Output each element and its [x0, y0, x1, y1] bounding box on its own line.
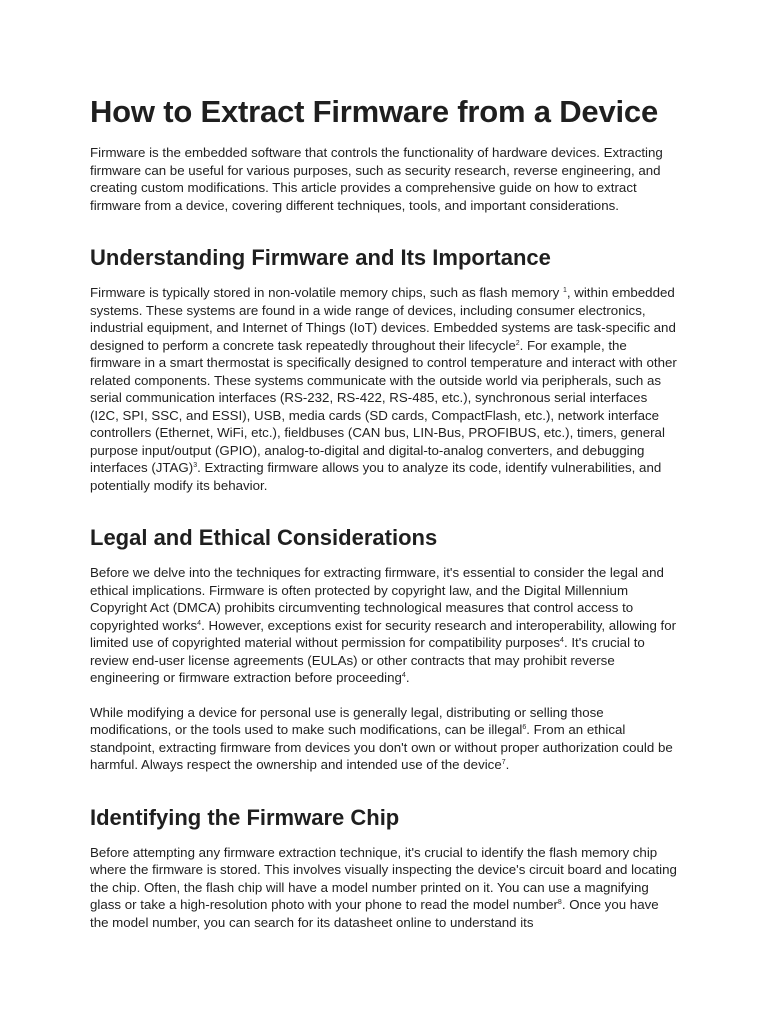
text-run: , within embedded systems. These systems are found in a wide range of devices, including consumer electronics, industrial equipment, and Internet of Things (IoT) devices. Embedded systems are task-specific and designed to perform a concrete task repeatedly throughout their lifecycle	[90, 285, 676, 353]
text-run: . However, exceptions exist for security research and interoperability, allowing for limited use of copyrighted material without permission for compatibility purposes	[90, 617, 677, 650]
footnote-ref: 4	[560, 637, 564, 644]
footnote-ref: 7	[501, 759, 506, 766]
understanding-firmware-paragraph	[90, 284, 678, 494]
footnote-ref: 1	[562, 287, 567, 294]
text-run: . For example, the firmware in a smart thermostat is specifically designed to control temperature and interact with other related components. These systems communicate with the outside world via peripherals, such as serial communication interfaces (RS-232, RS-422, RS-485, etc.), synchronous serial interfaces (I2C, SPI, SSC, and ESSI), USB, media cards (SD cards, CompactFlash, etc.), network interface controllers (Ethernet, WiFi, etc.), fieldbuses (CAN bus, LIN-Bus, PROFIBUS, etc.), timers, general purpose input/output (GPIO), analog-to-digital and digital-to-analog converters, and debugging interfaces (JTAG)	[90, 337, 677, 475]
text-run: While modifying a device for personal use is generally legal, distributing or selling those modifications, or the tools used to make such modifications, can be illegal	[90, 704, 604, 737]
text-run: . Extracting firmware allows you to analyze its code, identify vulnerabilities, and potentially modify its behavior.	[90, 460, 662, 493]
footnote-ref: 6	[522, 724, 527, 731]
footnote-ref: 4	[197, 619, 202, 627]
text-run: Firmware is typically stored in non-volatile memory chips, such as flash memory	[90, 285, 563, 300]
legal-ethical-paragraph-2	[90, 704, 678, 774]
section-heading-legal-ethical: Legal and Ethical Considerations	[90, 525, 438, 550]
legal-ethical-paragraph-1	[90, 564, 678, 687]
footnote-ref: 3	[193, 462, 198, 469]
section-heading-identifying-chip: Identifying the Firmware Chip	[90, 804, 400, 830]
text-run: .	[405, 670, 410, 685]
identifying-chip-paragraph	[90, 844, 678, 932]
text-run: . From an ethical standpoint, extracting firmware from devices you don't own or without proper authorization could be harmful. Always respect the ownership and intended use of the device	[90, 722, 673, 772]
text-run: Before attempting any firmware extraction technique, it's crucial to identify the flash memory chip where the firmware is stored. This involves visually inspecting the device's circuit board and locating the chip. Often, the flash chip will have a model number printed on it. You can use a magnifying glass or take a high-resolution photo with your phone to read the model number	[90, 844, 677, 912]
footnote-ref: 4	[401, 672, 406, 679]
text-run: .	[505, 757, 510, 772]
page-title: How to Extract Firmware from a Device	[90, 94, 659, 129]
section-heading-understanding-firmware: Understanding Firmware and Its Importance	[90, 245, 551, 270]
text-run: . Once you have the model number, you can search for its datasheet online to understand its	[90, 897, 659, 930]
footnote-ref: 8	[557, 899, 562, 906]
text-run: . It's crucial to review end-user license agreements (EULAs) or other contracts that may prohibit reverse engineering or firmware extraction before proceeding	[90, 635, 645, 685]
intro-paragraph: Firmware is the embedded software that controls the functionality of hardware devices. Extracting firmware can be useful for various purposes, such as security research, reverse engineering, and creating custom modifications. This article provides a comprehensive guide on how to extract firmware from a device, covering different techniques, tools, and important considerations.	[90, 145, 663, 213]
text-run: Before we delve into the techniques for extracting firmware, it's essential to consider the legal and ethical implications. Firmware is often protected by copyright law, and the Digital Millennium Copyright Act (DMCA) prohibits circumventing technological measures that control access to copyrighted works	[90, 565, 664, 633]
footnote-ref: 2	[515, 339, 520, 347]
